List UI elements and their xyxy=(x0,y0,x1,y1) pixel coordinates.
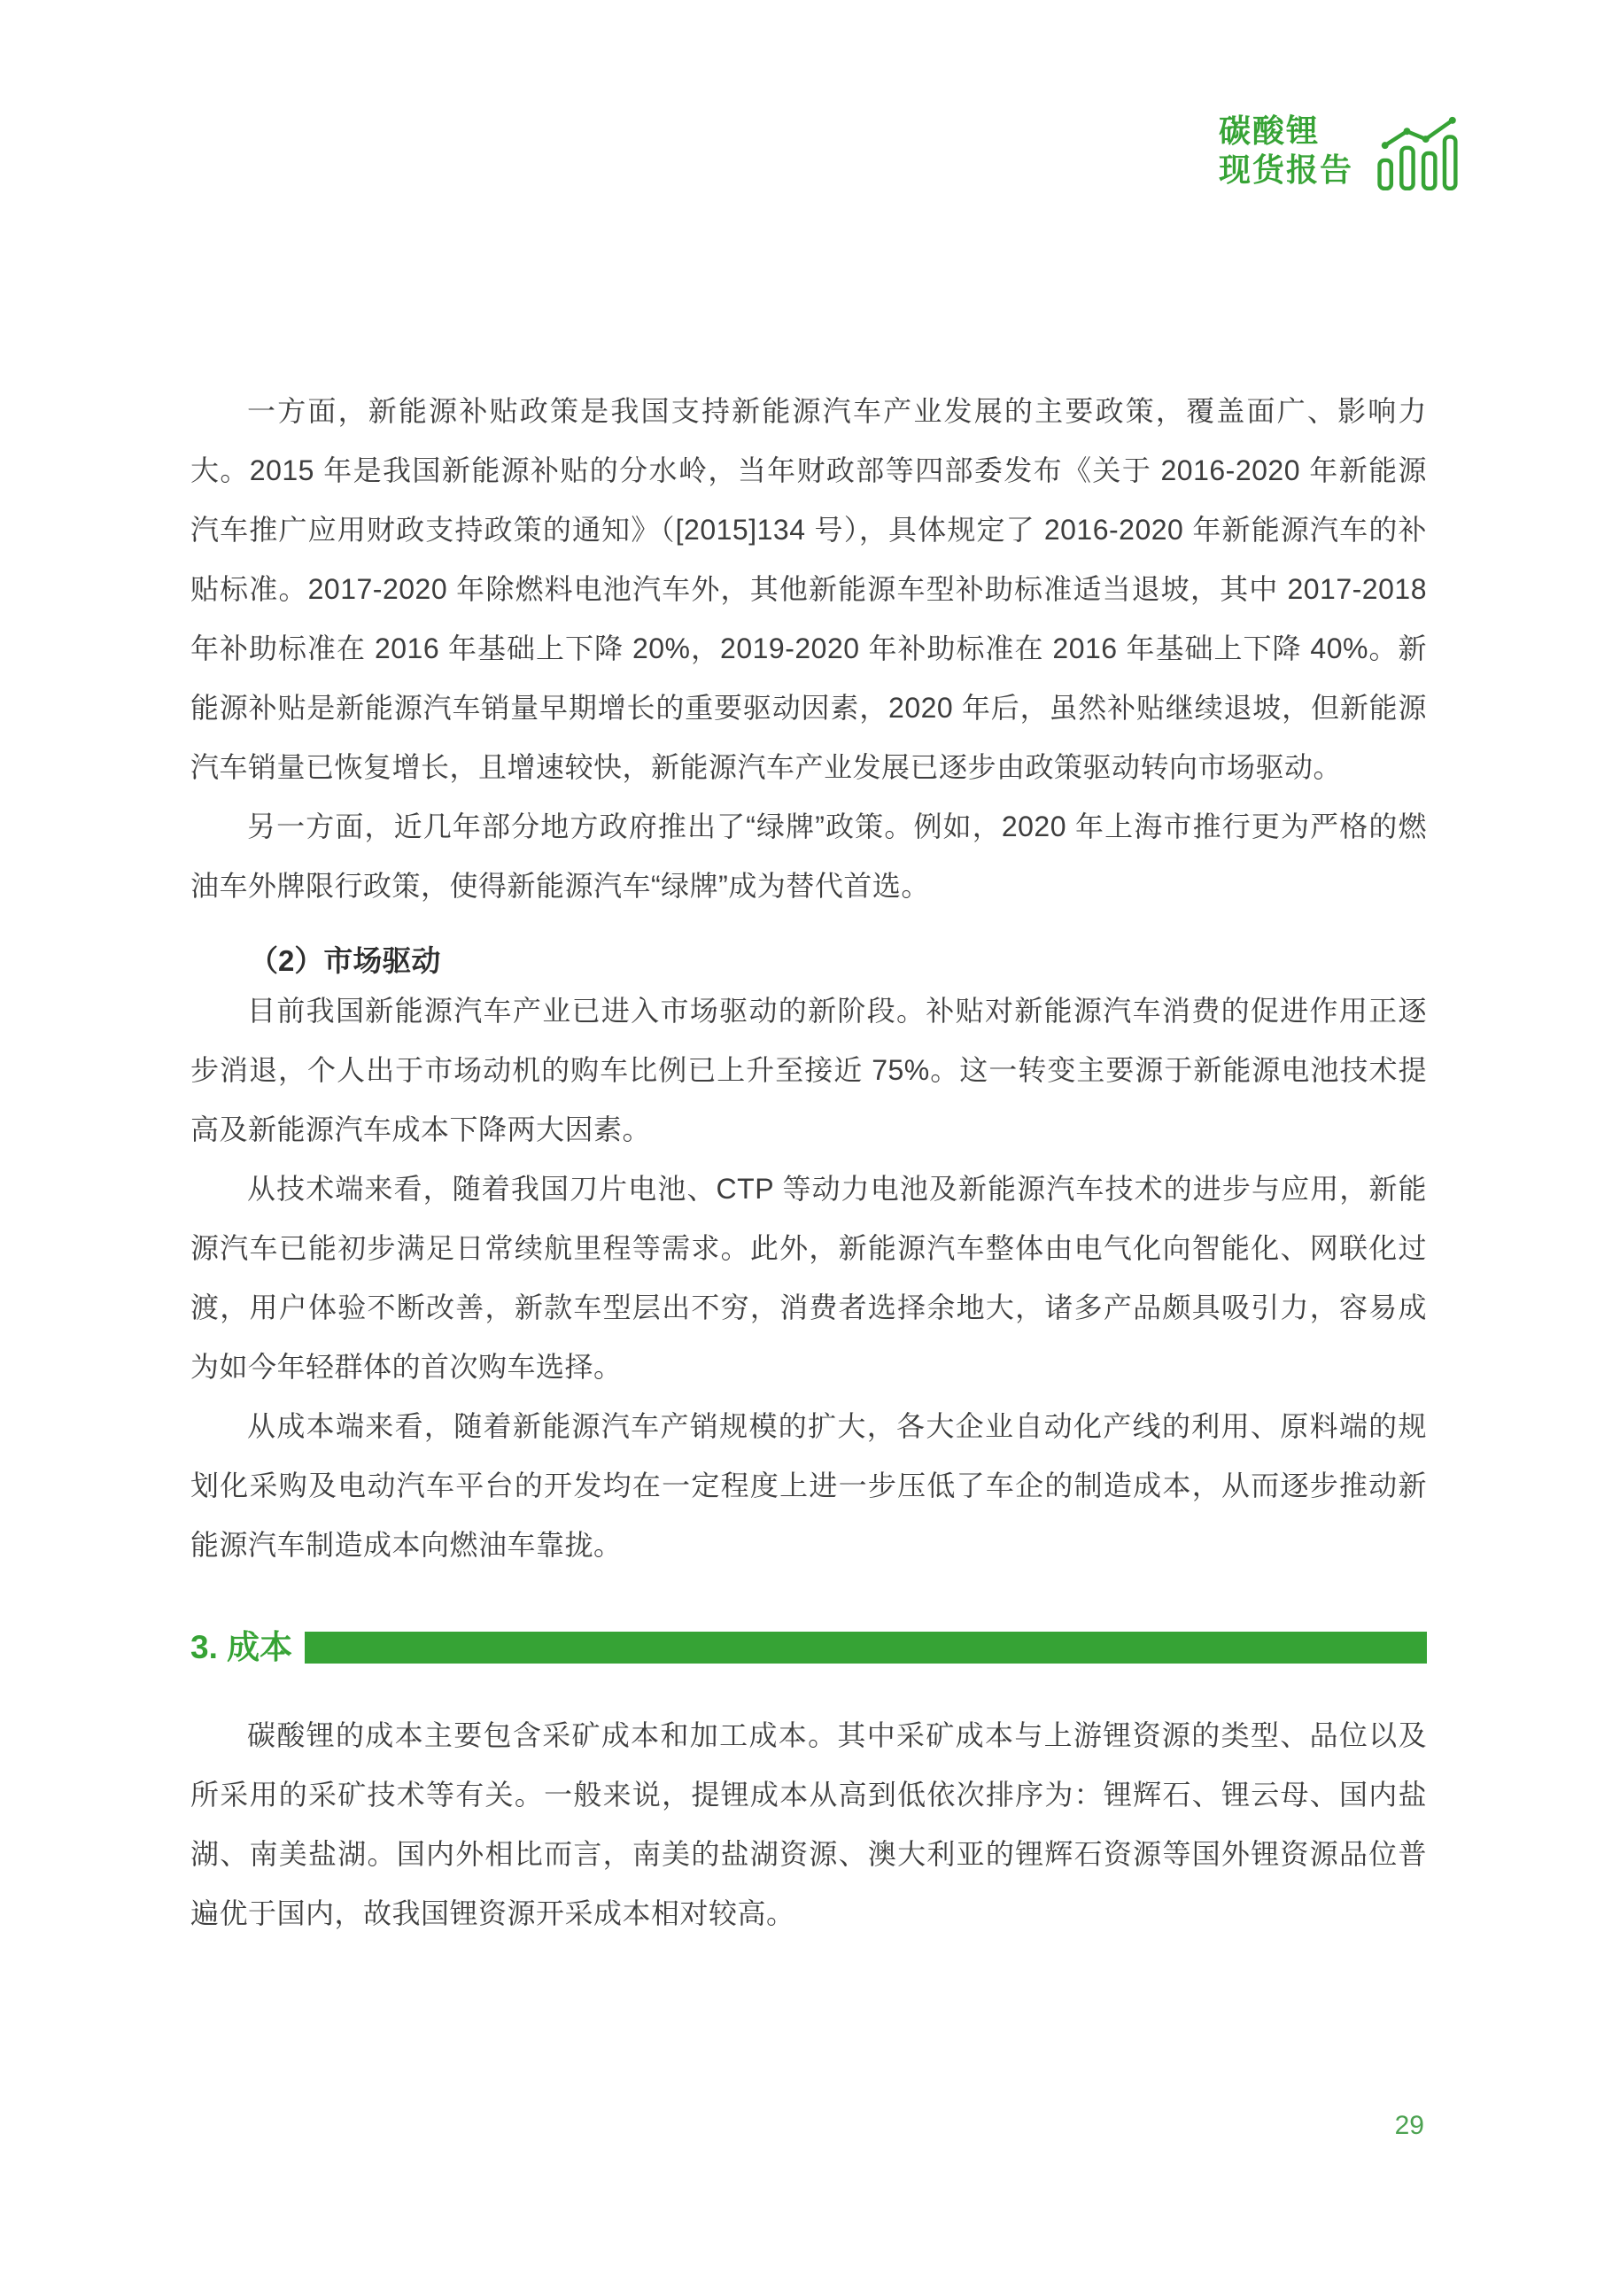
logo-title-line1: 碳酸锂 xyxy=(1219,112,1321,149)
paragraph-cost-side: 从成本端来看，随着新能源汽车产销规模的扩大，各大企业自动化产线的利用、原料端的规划化采购及电动汽车平台的开发均在一定程度上进一步压低了车企的制造成本，从而逐步推动新能源汽车制造成本向燃油车靠拢。 xyxy=(190,1410,1427,1561)
paragraph-green-plate-policy: 另一方面，近几年部分地方政府推出了“绿牌”政策。例如，2020 年上海市推行更为严格的燃油车外牌限行政策，使得新能源汽车“绿牌”成为替代首选。 xyxy=(190,811,1427,902)
paragraph-subsidy-policy: 一方面，新能源补贴政策是我国支持新能源汽车产业发展的主要政策，覆盖面广、影响力大。2015 年是我国新能源补贴的分水岭，当年财政部等四部委发布《关于 2016-2020 年新能源汽车推广应用财政支持政策的通知》（[2015]134 号），具体规定了 2016-2020 年新能源汽车的补贴标准。2017-2020 年除燃料电池汽车外，其他新能源车型补助标准适当退坡，其中 2017-2018 年补助标准在 2016 年基础上下降 20%，2019-2020 年补助标准在 2016 年基础上下降 40%。新能源补贴是新能源汽车销量早期增长的重要驱动因素，2020 年后，虽然补贴继续退坡，但新能源汽车销量已恢复增长，且增速较快，新能源汽车产业发展已逐步由政策驱动转向市场驱动。 xyxy=(190,395,1427,783)
report-brand-header xyxy=(1219,112,1458,191)
section-heading-cost xyxy=(190,1630,1427,1665)
paragraph-lithium-carbonate-cost: 碳酸锂的成本主要包含采矿成本和加工成本。其中采矿成本与上游锂资源的类型、品位以及所采用的采矿技术等有关。一般来说，提锂成本从高到低依次排序为：锂辉石、锂云母、国内盐湖、南美盐湖。国内外相比而言，南美的盐湖资源、澳大利亚的锂辉石资源等国外锂资源品位普遍优于国内，故我国锂资源开采成本相对较高。 xyxy=(190,1719,1427,1929)
bar-chart-trend-icon xyxy=(1376,115,1458,191)
paragraph-technology-side: 从技术端来看，随着我国刀片电池、CTP 等动力电池及新能源汽车技术的进步与应用，新能源汽车已能初步满足日常续航里程等需求。此外，新能源汽车整体由电气化向智能化、网联化过渡，用户体验不断改善，新款车型层出不穷，消费者选择余地大，诸多产品颇具吸引力，容易成为如今年轻群体的首次购车选择。 xyxy=(190,1173,1427,1383)
page-content xyxy=(190,382,1427,1943)
subheading-market-driven: （2）市场驱动 xyxy=(249,944,441,977)
section-title-bar xyxy=(305,1632,1427,1664)
logo-title-line2: 现货报告 xyxy=(1219,151,1354,188)
paragraph-market-stage: 目前我国新能源汽车产业已进入市场驱动的新阶段。补贴对新能源汽车消费的促进作用正逐步消退，个人出于市场动机的购车比例已上升至接近 75%。这一转变主要源于新能源电池技术提高及新能源汽车成本下降两大因素。 xyxy=(190,995,1427,1145)
page-number: 29 xyxy=(1394,2111,1424,2140)
report-logo-title xyxy=(1219,112,1353,190)
section-title-label: 3. 成本 xyxy=(190,1629,293,1665)
